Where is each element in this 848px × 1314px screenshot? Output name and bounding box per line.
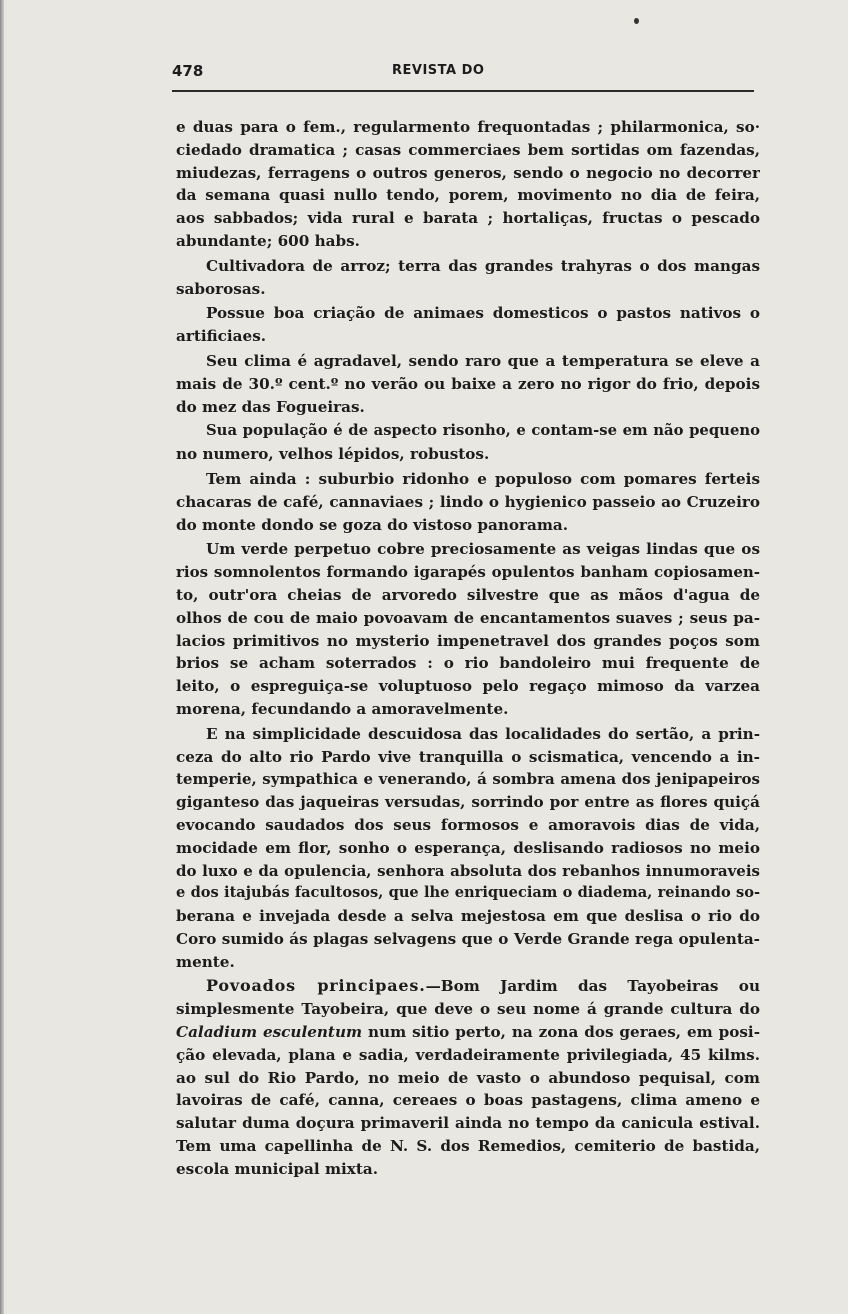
text-line: e duas para o fem., regularmento frequontadas ; philarmonica, so·	[176, 118, 760, 136]
text-line: do luxo e da opulencia, senhora absoluta dos rebanhos innumoraveis	[176, 861, 760, 880]
text-line: E na simplicidade descuidosa das localidades do sertão, a prin-	[206, 724, 760, 743]
text-line: lavoiras de café, canna, cereaes o boas pastagens, clima ameno e	[176, 1091, 760, 1110]
section-title: Povoados principaes.	[206, 976, 426, 996]
text-line: berana e invejada desde a selva mejestosa em que deslisa o rio do	[176, 907, 760, 926]
text-line: da semana quasi nullo tendo, porem, movimento no dia de feira,	[176, 186, 760, 205]
italic-line-rest: num sitio perto, na zona dos geraes, em posi-	[362, 1023, 760, 1042]
text-line: no numero, velhos lépidos, robustos.	[176, 445, 490, 464]
text-line: Seu clima é agradavel, sendo raro que a temperatura se eleve a	[206, 351, 760, 370]
text-line: e dos itajubás facultosos, que lhe enriqueciam o diadema, reinando so-	[176, 884, 760, 902]
section-first-line	[176, 975, 760, 998]
running-head: REVISTA DO	[392, 63, 485, 78]
text-line: aos sabbados; vida rural e barata ; hortaliças, fructas o pescado	[176, 209, 760, 228]
text-line: to, outr'ora cheias de arvoredo silvestre que as mãos d'agua de	[176, 585, 760, 604]
text-line: salutar duma doçura primaveril ainda no tempo da canicula estival.	[176, 1114, 760, 1133]
page-header	[172, 62, 750, 86]
ink-speck	[634, 18, 639, 24]
text-line: Tem ainda : suburbio ridonho e populoso com pomares ferteis	[206, 469, 760, 488]
text-line: do mez das Fogueiras.	[176, 397, 365, 416]
text-line: evocando saudados dos seus formosos e amoravois dias de vida,	[176, 815, 760, 834]
page-number: 478	[172, 62, 204, 80]
text-line: miudezas, ferragens o outros generos, sendo o negocio no decorrer	[176, 163, 760, 182]
text-line: morena, fecundando a amoravelmente.	[176, 699, 509, 718]
text-line: leito, o espreguiça-se voluptuoso pelo regaço mimoso da varzea	[176, 677, 760, 696]
text-line: ção elevada, plana e sadia, verdadeiramente privilegiada, 45 kilms.	[176, 1045, 760, 1064]
text-line: brios se acham soterrados : o rio bandoleiro mui frequente de	[176, 654, 760, 673]
text-line: simplesmente Tayobeira, que deve o seu nome á grande cultura do	[176, 1000, 760, 1019]
text-line: Sua população é de aspecto risonho, e contam-se em não pequeno	[206, 422, 760, 440]
text-line: chacaras de café, cannaviaes ; lindo o hygienico passeio ao Cruzeiro	[176, 492, 760, 511]
text-line: Um verde perpetuo cobre preciosamente as veigas lindas que os	[206, 540, 760, 559]
text-line: artificiaes.	[176, 327, 267, 346]
text-line: rios somnolentos formando igarapés opulentos banham copiosamen-	[176, 563, 760, 582]
text-line: lacios primitivos no mysterio impenetravel dos grandes poços som	[176, 631, 760, 650]
header-rule	[172, 90, 754, 92]
text-line: giganteso das jaqueiras versudas, sorrindo por entre as flores quiçá	[176, 793, 760, 812]
text-line: abundante; 600 habs.	[176, 231, 360, 250]
text-line: do monte dondo se goza do vistoso panorama.	[176, 515, 569, 534]
text-line: Possue boa criação de animaes domesticos o pastos nativos o	[206, 304, 760, 323]
text-line: temperie, sympathica e venerando, á sombra amena dos jenipapeiros	[176, 770, 760, 789]
text-line: mocidade em flor, sonho o esperança, deslisando radiosos no meio	[176, 838, 760, 857]
text-line-with-italic	[176, 1021, 760, 1044]
text-line: saborosas.	[176, 279, 266, 298]
italic-term: Caladium esculentum	[176, 1023, 363, 1042]
section-lead: —Bom Jardim das Tayobeiras ou	[425, 977, 760, 996]
text-line: ceza do alto rio Pardo vive tranquilla o scismatica, vencendo a in-	[176, 747, 760, 766]
text-line: mais de 30.º cent.º no verão ou baixe a zero no rigor do frio, depois	[176, 374, 760, 393]
text-line: mente.	[176, 952, 235, 971]
scan-edge-shadow	[0, 0, 4, 1314]
text-line: olhos de cou de maio povoavam de encantamentos suaves ; seus pa-	[176, 608, 760, 627]
text-line: Tem uma capellinha de N. S. dos Remedios, cemiterio de bastida,	[176, 1137, 760, 1156]
body-text	[176, 116, 760, 1181]
text-line: ao sul do Rio Pardo, no meio de vasto o abundoso pequisal, com	[176, 1068, 760, 1087]
text-line: ciedado dramatica ; casas commerciaes bem sortidas om fazendas,	[176, 140, 760, 159]
text-line: Cultivadora de arroz; terra das grandes trahyras o dos mangas	[206, 256, 760, 275]
text-line: escola municipal mixta.	[176, 1159, 378, 1178]
text-line: Coro sumido ás plagas selvagens que o Verde Grande rega opulenta-	[176, 929, 760, 948]
